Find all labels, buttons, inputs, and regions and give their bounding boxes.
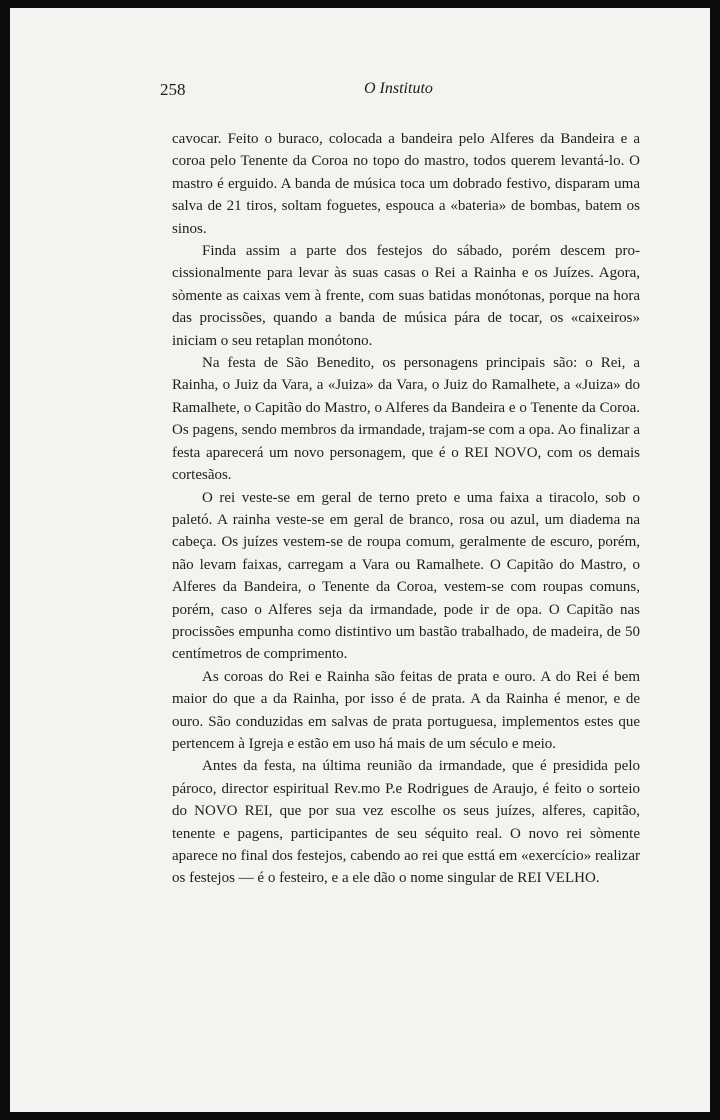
paragraph: Na festa de São Benedito, os personagens principais são: o Rei, a Rainha, o Juiz da Vara, a «Juiza» da Vara, o Juiz do Ramalhete, a «Juiza» do Ramalhete, o Capitão do Mastro, o Alferes da Bandeira e o Tenente da Coroa. Os pagens, sendo membros da irmandade, trajam-se com a opa. Ao finalizar a festa aparecerá um novo personagem, que é o REI NOVO, com os demais cortesãos.	[172, 355, 640, 484]
journal-title: O Instituto	[364, 80, 433, 97]
page-number: 258	[160, 80, 186, 99]
body-text	[172, 128, 640, 890]
running-head	[157, 80, 643, 106]
paragraph: Finda assim a parte dos festejos do sábado, porém descem procissionalmente para levar às suas casas o Rei a Rainha e os Juízes. Agora, sòmente as caixas vem à frente, com suas batidas monótonas, porque na hora das procissões, quando a banda de música pára de tocar, os «caixeiros» iniciam o seu retaplan monótono.	[172, 243, 640, 349]
paragraph: cavocar. Feito o buraco, colocada a bandeira pelo Alferes da Bandeira e a coroa pelo Tenente da Coroa no topo do mastro, todos querem levantá-lo. O mastro é erguido. A banda de música toca um dobrado festivo, disparam uma salva de 21 tiros, soltam foguetes, espouca a «bateria» de bombas, batem os sinos.	[172, 131, 640, 237]
paragraph: As coroas do Rei e Rainha são feitas de prata e ouro. A do Rei é bem maior do que a da Rainha, por isso é de prata. A da Rainha é menor, e de ouro. São conduzidas em salvas de prata portuguesa, implementos estes que pertencem à Igreja e estão em uso há mais de um século e meio.	[172, 668, 640, 752]
paragraph: O rei veste-se em geral de terno preto e uma faixa a tiracolo, sob o paletó. A rainha veste-se em geral de branco, rosa ou azul, um diadema na cabeça. Os juízes vestem-se de roupa comum, geralmente de escuro, porém, não levam faixas, carregam a Vara ou Ramalhete. O Capitão do Mastro, o Alferes da Bandeira, o Tenente da Coroa, vestem-se com roupas comuns, porém, caso o Alferes seja da irmandade, pode ir de opa. O Capitão nas procissões empunha como distintivo um bastão trabalhado, de madeira, de 50 centímetros de comprimento.	[172, 489, 640, 663]
paragraph: Antes da festa, na última reunião da irmandade, que é presidida pelo pároco, director espiritual Rev.mo P.e Rodrigues de Araujo, é feito o sorteio do NOVO REI, que por sua vez escolhe os seus juízes, alferes, capitão, tenente e pagens, participantes de seu séquito real. O novo rei sòmente aparece no final dos festejos, cabendo ao rei que esttá em «exercício» realizar os festejos — é o festeiro, e a ele dão o nome singular de REI VELHO.	[172, 758, 640, 887]
